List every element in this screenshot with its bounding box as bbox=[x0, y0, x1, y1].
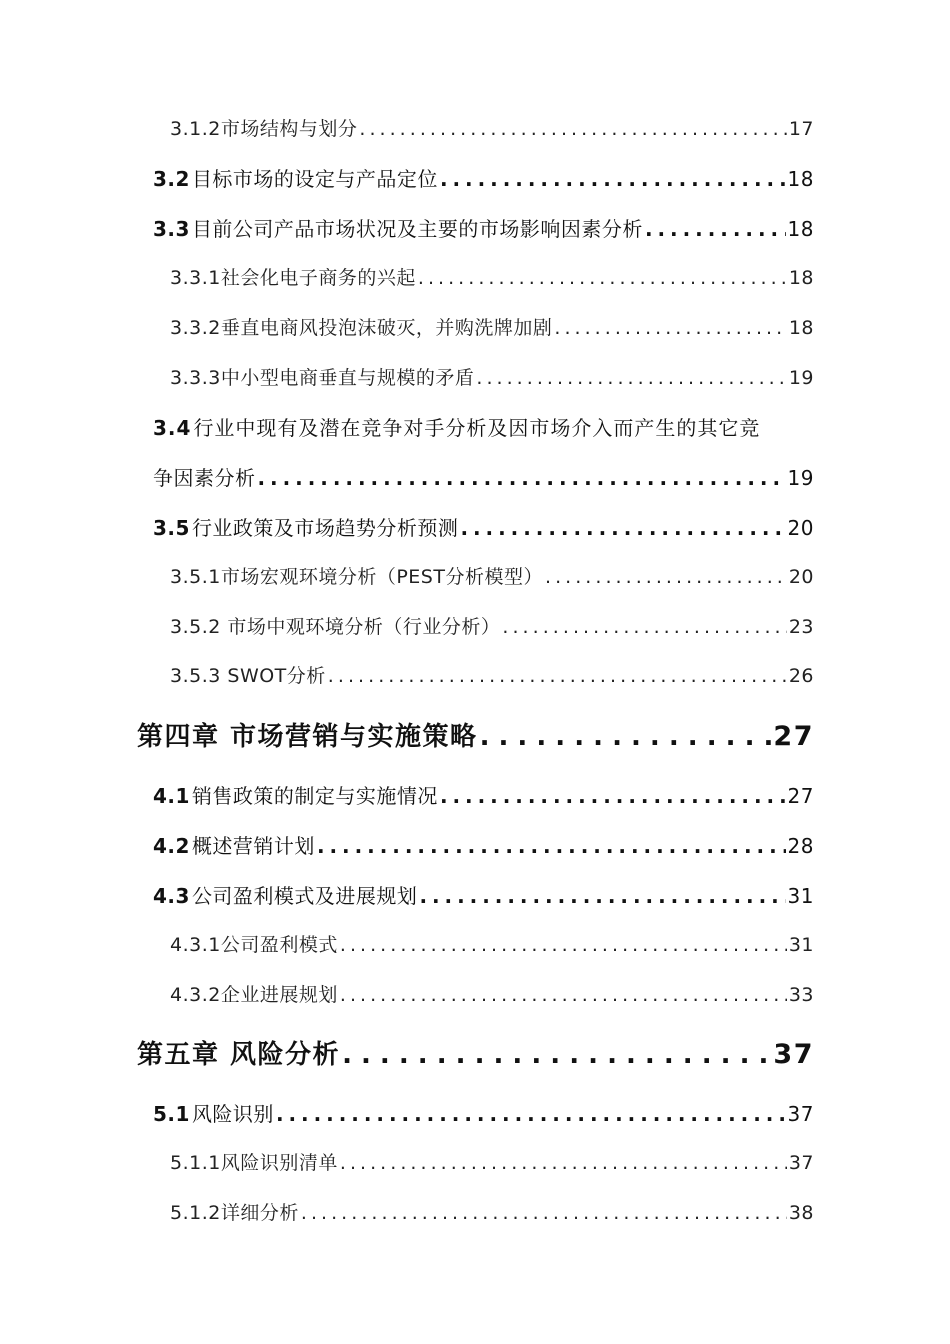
toc-entry-4-1[interactable] bbox=[153, 780, 814, 809]
dot-leader bbox=[440, 167, 786, 191]
toc-entry-title-continued: 争因素分析 bbox=[153, 466, 256, 490]
toc-entry-5-1[interactable] bbox=[153, 1098, 814, 1127]
toc-entry-5-1-1[interactable] bbox=[170, 1148, 814, 1175]
toc-section-number: 3.3 bbox=[153, 217, 190, 241]
toc-entry-4-3[interactable] bbox=[153, 880, 814, 909]
toc-page-number: 38 bbox=[788, 1202, 814, 1224]
dot-leader bbox=[460, 516, 785, 540]
dot-leader bbox=[440, 784, 786, 808]
toc-entry-3-3[interactable] bbox=[153, 213, 814, 242]
toc-page-number: 18 bbox=[788, 267, 814, 289]
toc-page-number: 20 bbox=[787, 516, 814, 540]
toc-page-number: 17 bbox=[788, 118, 814, 140]
toc-page-number: 31 bbox=[788, 934, 814, 956]
toc-page-number: 23 bbox=[788, 616, 814, 638]
toc-entry-title: 5.1.2详细分析 bbox=[170, 1202, 299, 1224]
toc-entry-title: 目前公司产品市场状况及主要的市场影响因素分析 bbox=[191, 217, 643, 241]
toc-entry-4-3-1[interactable] bbox=[170, 930, 814, 957]
toc-entry-3-3-3[interactable] bbox=[170, 363, 814, 390]
toc-page-number: 19 bbox=[788, 367, 814, 389]
toc-entry-title: 风险识别 bbox=[191, 1102, 274, 1126]
dot-leader bbox=[340, 934, 787, 956]
toc-entry-3-5-1[interactable] bbox=[170, 562, 814, 589]
toc-section-number: 3.4 bbox=[153, 416, 192, 440]
toc-page-number: 37 bbox=[787, 1102, 814, 1126]
toc-section-number: 4.3 bbox=[153, 884, 190, 908]
toc-entry-3-2[interactable] bbox=[153, 163, 814, 192]
toc-entry-3-5[interactable] bbox=[153, 512, 814, 541]
toc-page-number: 33 bbox=[788, 984, 814, 1006]
dot-leader bbox=[545, 566, 787, 588]
toc-page-number: 27 bbox=[773, 721, 814, 752]
toc-entry-3-3-2[interactable] bbox=[170, 313, 814, 340]
dot-leader bbox=[258, 466, 786, 490]
toc-entry-title: 行业政策及市场趋势分析预测 bbox=[191, 516, 459, 540]
toc-page-number: 18 bbox=[787, 217, 814, 241]
toc-entry-title: 3.3.2垂直电商风投泡沫破灭，并购洗牌加剧 bbox=[170, 317, 553, 339]
dot-leader bbox=[554, 317, 786, 339]
toc-page-number: 20 bbox=[788, 566, 814, 588]
toc-entry-3-3-1[interactable] bbox=[170, 263, 814, 290]
toc-entry-3-5-3[interactable] bbox=[170, 661, 814, 688]
toc-entry-title: 3.5.3 SWOT分析 bbox=[170, 665, 326, 687]
toc-entry-4-3-2[interactable] bbox=[170, 980, 814, 1007]
toc-entry-title: 公司盈利模式及进展规划 bbox=[191, 884, 418, 908]
toc-entry-title: 3.3.1社会化电子商务的兴起 bbox=[170, 267, 416, 289]
toc-entry-title: 4.3.2企业进展规划 bbox=[170, 984, 338, 1006]
toc-chapter-title: 第五章 风险分析 bbox=[137, 1040, 341, 1070]
toc-entry-title: 概述营销计划 bbox=[191, 834, 315, 858]
toc-page-number: 28 bbox=[787, 834, 814, 858]
toc-entry-3-5-2[interactable] bbox=[170, 612, 814, 639]
dot-leader bbox=[340, 1152, 787, 1174]
dot-leader bbox=[502, 616, 786, 638]
toc-entry-title: 3.5.2 市场中观环境分析（行业分析） bbox=[170, 616, 501, 638]
toc-chapter-title: 第四章 市场营销与实施策略 bbox=[137, 722, 478, 752]
toc-page-number: 27 bbox=[787, 784, 814, 808]
dot-leader bbox=[340, 984, 787, 1006]
toc-page-number: 18 bbox=[787, 167, 814, 191]
toc-page-number: 19 bbox=[787, 466, 814, 490]
toc-page-number: 37 bbox=[788, 1152, 814, 1174]
dot-leader bbox=[359, 118, 786, 140]
toc-entry-title: 3.3.3中小型电商垂直与规模的矛盾 bbox=[170, 367, 475, 389]
toc-entry-title: 3.5.1市场宏观环境分析（PEST分析模型） bbox=[170, 566, 543, 588]
toc-page-number: 18 bbox=[788, 317, 814, 339]
dot-leader bbox=[645, 217, 786, 241]
toc-section-number: 3.2 bbox=[153, 167, 190, 191]
dot-leader bbox=[301, 1202, 787, 1224]
dot-leader bbox=[276, 1102, 786, 1126]
dot-leader bbox=[418, 267, 787, 289]
toc-page-number: 26 bbox=[788, 665, 814, 687]
toc-section-number: 5.1 bbox=[153, 1102, 190, 1126]
dot-leader bbox=[342, 1040, 771, 1070]
toc-section-number: 4.1 bbox=[153, 784, 190, 808]
toc-entry-title: 目标市场的设定与产品定位 bbox=[191, 167, 438, 191]
toc-entry-title: 销售政策的制定与实施情况 bbox=[191, 784, 438, 808]
toc-entry-3-4-line2[interactable] bbox=[153, 462, 814, 491]
toc-entry-title: 行业中现有及潜在竞争对手分析及因市场介入而产生的其它竞 bbox=[193, 416, 761, 440]
dot-leader bbox=[328, 665, 787, 687]
toc-entry-3-4-line1[interactable] bbox=[153, 412, 760, 441]
toc-page-number: 37 bbox=[773, 1039, 814, 1070]
toc-entry-3-1-2[interactable] bbox=[170, 114, 814, 141]
toc-page-number: 31 bbox=[787, 884, 814, 908]
toc-entry-title: 5.1.1风险识别清单 bbox=[170, 1152, 338, 1174]
toc-entry-title: 4.3.1公司盈利模式 bbox=[170, 934, 338, 956]
toc-chapter-4[interactable] bbox=[137, 716, 814, 753]
dot-leader bbox=[419, 884, 785, 908]
toc-entry-4-2[interactable] bbox=[153, 830, 814, 859]
toc-section-number: 3.5 bbox=[153, 516, 190, 540]
dot-leader bbox=[480, 722, 772, 752]
toc-entry-title: 3.1.2市场结构与划分 bbox=[170, 118, 358, 140]
toc-entry-5-1-2[interactable] bbox=[170, 1198, 814, 1225]
dot-leader bbox=[476, 367, 786, 389]
toc-section-number: 4.2 bbox=[153, 834, 190, 858]
toc-chapter-5[interactable] bbox=[137, 1034, 814, 1071]
dot-leader bbox=[317, 834, 786, 858]
